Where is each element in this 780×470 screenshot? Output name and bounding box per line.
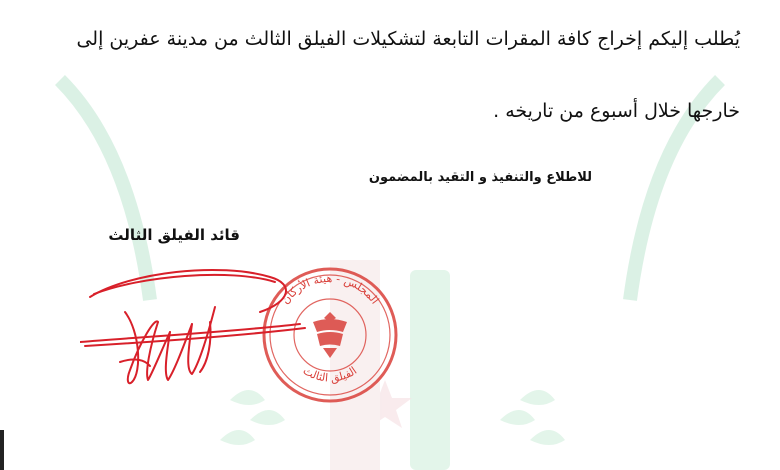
eagle-icon bbox=[313, 312, 347, 358]
seal-top-text: المجلس - هيئة الأركان bbox=[278, 271, 382, 307]
scan-edge bbox=[0, 430, 4, 470]
body-line-1: يُطلب إليكم إخراج كافة المقرات التابعة لتشكيلات الفيلق الثالث من مدينة عفرين إلى bbox=[76, 28, 740, 50]
seal-bottom-text: الفيلق الثالث bbox=[300, 363, 360, 385]
handwritten-signature bbox=[80, 262, 310, 397]
signatory-title: قائد الفيلق الثالث bbox=[108, 226, 240, 244]
body-line-2: خارجها خلال أسبوع من تاريخه . bbox=[493, 100, 740, 122]
instruction-line: للاطلاع والتنفيذ و التقيد بالمضمون bbox=[368, 170, 592, 185]
